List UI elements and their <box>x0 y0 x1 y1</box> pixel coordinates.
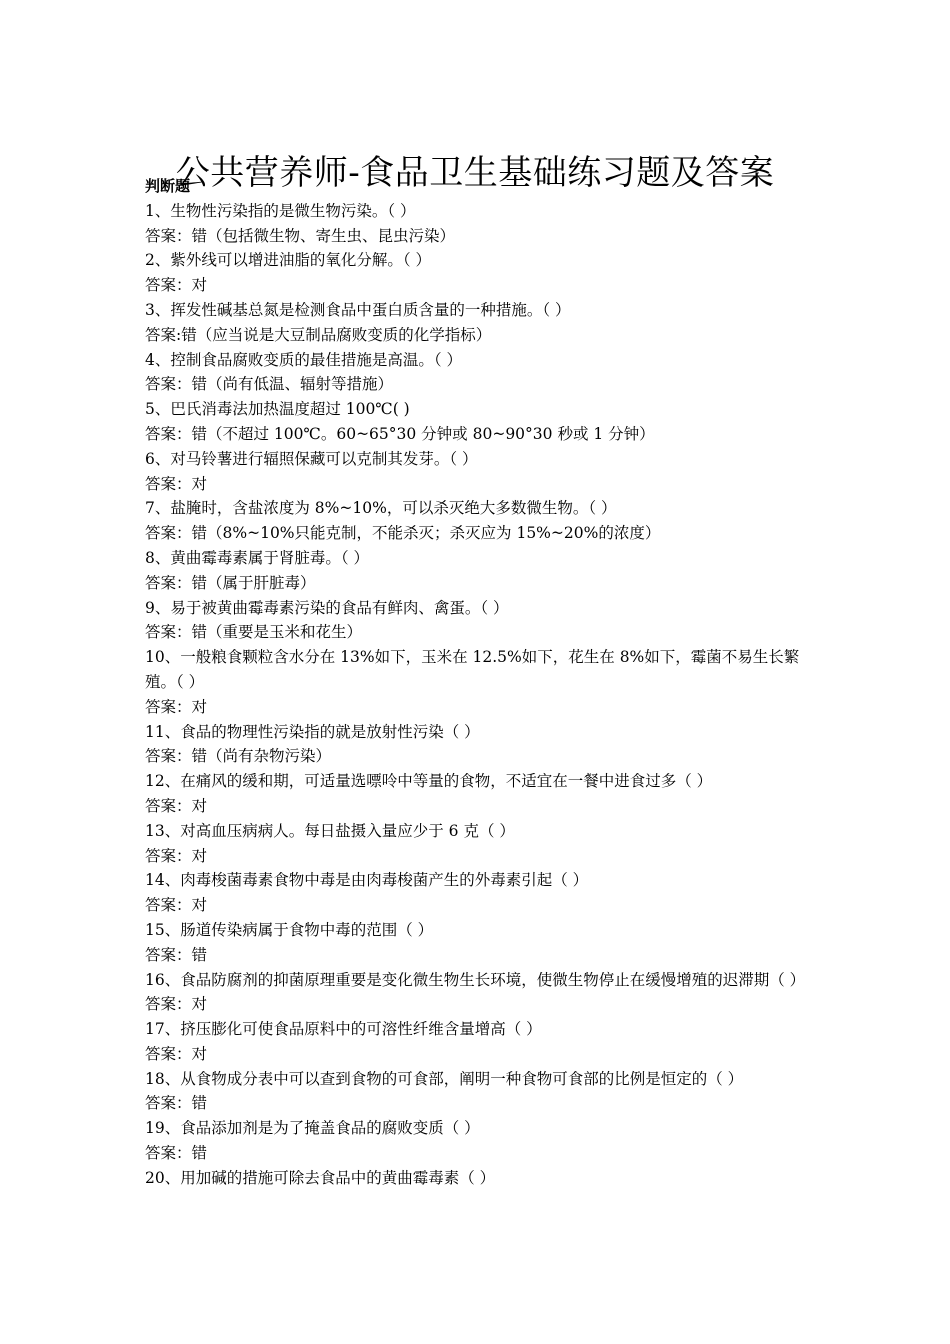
answer-text: 答案：对 <box>145 796 208 815</box>
answer-text: 答案：错 <box>145 945 208 964</box>
question-item <box>145 496 810 546</box>
answer-text: 答案：错（尚有杂物污染） <box>145 747 332 766</box>
question-item <box>145 645 810 719</box>
question-item <box>145 769 810 819</box>
answer-text: 答案：错 <box>145 1094 208 1113</box>
question-text: 16、食品防腐剂的抑菌原理重要是变化微生物生长环境，使微生物停止在缓慢增殖的迟滞期（ ） <box>145 970 806 989</box>
answer-text: 答案：错（属于肝脏毒） <box>145 573 316 592</box>
question-item <box>145 298 810 348</box>
question-item <box>145 720 810 770</box>
question-text: 18、从食物成分表中可以查到食物的可食部，阐明一种食物可食部的比例是恒定的（ ） <box>145 1069 744 1088</box>
question-item <box>145 199 810 249</box>
answer-text: 答案：错 <box>145 1144 208 1163</box>
question-text: 9、易于被黄曲霉毒素污染的食品有鲜肉、禽蛋。（ ） <box>145 598 509 617</box>
question-text: 8、黄曲霉毒素属于肾脏毒。（ ） <box>145 548 370 567</box>
answer-text: 答案：对 <box>145 896 208 915</box>
answer-text: 答案：错（8%~10%只能克制，不能杀灭；杀灭应为 15%~20%的浓度） <box>145 524 661 543</box>
question-text: 19、食品添加剂是为了掩盖食品的腐败变质（ ） <box>145 1119 480 1138</box>
question-text: 12、在痛风的缓和期，可适量选嘌呤中等量的食物，不适宜在一餐中进食过多（ ） <box>145 772 713 791</box>
question-item <box>145 1166 810 1191</box>
answer-text: 答案：对 <box>145 474 208 493</box>
question-text: 20、用加碱的措施可除去食品中的黄曲霉毒素（ ） <box>145 1168 496 1187</box>
question-item <box>145 1116 810 1166</box>
question-item <box>145 248 810 298</box>
question-item <box>145 868 810 918</box>
answer-text: 答案：错（尚有低温、辐射等措施） <box>145 375 394 394</box>
question-text: 14、肉毒梭菌毒素食物中毒是由肉毒梭菌产生的外毒素引起（ ） <box>145 871 589 890</box>
question-item <box>145 1017 810 1067</box>
answer-text: 答案：对 <box>145 995 208 1014</box>
question-text: 2、紫外线可以增进油脂的氧化分解。（ ） <box>145 251 432 270</box>
question-text: 6、对马铃薯进行辐照保藏可以克制其发芽。（ ） <box>145 449 478 468</box>
answer-text: 答案：错（包括微生物、寄生虫、昆虫污染） <box>145 226 456 245</box>
answer-text: 答案：对 <box>145 846 208 865</box>
question-item <box>145 348 810 398</box>
answer-text: 答案：对 <box>145 697 208 716</box>
question-text: 4、控制食品腐败变质的最佳措施是高温。（ ） <box>145 350 463 369</box>
answer-text: 答案：对 <box>145 276 208 295</box>
question-item <box>145 819 810 869</box>
question-text: 5、巴氏消毒法加热温度超过 100℃( ) <box>145 400 410 419</box>
section-heading: 判断题 <box>145 177 191 195</box>
answer-text: 答案:错（应当说是大豆制品腐败变质的化学指标） <box>145 325 492 344</box>
answer-text: 答案：对 <box>145 1044 208 1063</box>
question-item <box>145 596 810 646</box>
document-body <box>145 174 810 1191</box>
answer-text: 答案：错（重要是玉米和花生） <box>145 623 363 642</box>
question-item <box>145 447 810 497</box>
question-text: 17、挤压膨化可使食品原料中的可溶性纤维含量增高（ ） <box>145 1020 542 1039</box>
question-item <box>145 397 810 447</box>
answer-text: 答案：错（不超过 100℃。60~65°30 分钟或 80~90°30 秒或 1 分钟） <box>145 424 655 443</box>
question-text: 1、生物性污染指的是微生物污染。（ ） <box>145 201 416 220</box>
question-text: 10、一般粮食颗粒含水分在 13%如下，玉米在 12.5%如下，花生在 8%如下，霉菌不易生长繁殖。（ ） <box>145 648 800 691</box>
question-text: 7、盐腌时，含盐浓度为 8%~10%，可以杀灭绝大多数微生物。（ ） <box>145 499 617 518</box>
question-text: 11、食品的物理性污染指的就是放射性污染（ ） <box>145 722 480 741</box>
question-text: 13、对高血压病病人。每日盐摄入量应少于 6 克（ ） <box>145 821 515 840</box>
question-item <box>145 1067 810 1117</box>
question-item <box>145 546 810 596</box>
question-item <box>145 968 810 1018</box>
question-text: 3、挥发性碱基总氮是检测食品中蛋白质含量的一种措施。（ ） <box>145 300 571 319</box>
question-text: 15、肠道传染病属于食物中毒的范围（ ） <box>145 920 434 939</box>
document-title: 公共营养师-食品卫生基础练习题及答案 <box>175 152 775 193</box>
question-item <box>145 918 810 968</box>
